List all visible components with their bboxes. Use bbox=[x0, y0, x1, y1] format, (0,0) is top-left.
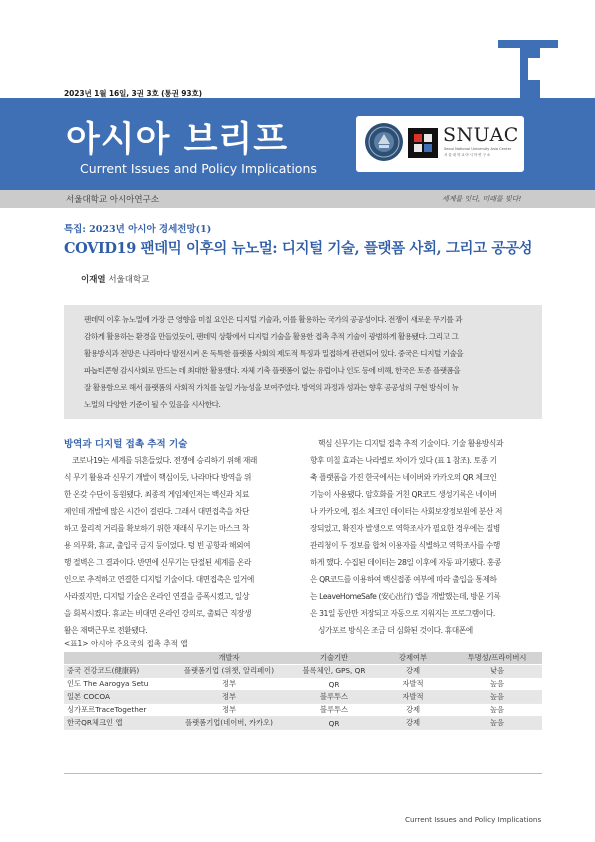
table-cell: 높음 bbox=[452, 717, 542, 730]
body-line: 을 회복시켰다. 휴교는 비대면 온라인 강의로, 출퇴근 직장생 bbox=[64, 609, 252, 618]
table-cell: 자발적 bbox=[374, 678, 452, 691]
brand-title: 아시아 브리프 bbox=[66, 120, 289, 160]
body-line: 장되었고, 확진자 발생으로 역학조사가 필요한 경우에는 질병 bbox=[310, 524, 500, 533]
table-cell: 블루투스 bbox=[294, 704, 374, 717]
table-cell: 자발적 bbox=[374, 691, 452, 704]
motto: 세계를 잇다, 미래를 빚다! bbox=[442, 195, 522, 203]
university-seal-icon bbox=[364, 122, 404, 162]
abstract-line: 노멀의 다양한 기준이 될 수 있음을 시사한다. bbox=[84, 400, 221, 409]
body-line: 제인데 개발에 많은 시간이 걸린다. 그래서 대면접촉을 차단 bbox=[64, 507, 249, 516]
logo-subtitle-ko: 서울대학교아시아연구소 bbox=[444, 153, 491, 157]
table-cell: 높음 bbox=[452, 704, 542, 717]
abstract-line: 파놉티콘형 감시사회로 만드는 데 최대한 활용했다. 자체 기축 플랫폼이 없는 유럽이나 인도 등에 비해, 한국은 토종 플랫폼을 bbox=[84, 366, 461, 375]
table-cell: 중국 건강코드(健康码) bbox=[64, 665, 164, 678]
table-row bbox=[64, 704, 542, 717]
body-line: 하고 물리적 거리를 확보하기 위한 재래식 무기는 마스크 착 bbox=[64, 524, 249, 533]
table-header-cell bbox=[64, 652, 164, 665]
table-cell: 높음 bbox=[452, 691, 542, 704]
issue-line: 2023년 1월 16일, 3권 3호 (통권 93호) bbox=[64, 89, 202, 98]
body-line: 식 무기 활용과 신무기 개발이 핵심이듯, 나라마다 방역을 위 bbox=[64, 473, 252, 482]
institute-name: 서울대학교 아시아연구소 bbox=[66, 195, 160, 205]
body-line: 기능이 사용됐다. 암호화를 거친 QR코드 생성기록은 네이버 bbox=[310, 490, 497, 499]
body-line: 하게 했다. 수집된 데이터는 28일 이후에 자동 파기됐다. 홍콩 bbox=[310, 558, 502, 567]
asia-center-emblem-icon bbox=[408, 128, 438, 158]
table-cell: 블루투스 bbox=[294, 691, 374, 704]
table-cell: 낮음 bbox=[452, 665, 542, 678]
table-cell: 강제 bbox=[374, 717, 452, 730]
body-line: 는 LeaveHomeSafe (安心出行) 앱을 개발했는데, 방문 기록 bbox=[310, 592, 501, 601]
table-header-cell: 개발자 bbox=[164, 652, 294, 665]
body-line: 핵심 신무기는 디지털 접촉 추적 기술이다. 기술 활용방식과 bbox=[318, 439, 503, 448]
table-cell: 정부 bbox=[164, 691, 294, 704]
body-line: 은 QR코드를 이용하여 백신접종 여부에 따라 출입을 통제하 bbox=[310, 575, 497, 584]
table-row bbox=[64, 691, 542, 704]
table-header-cell: 강제여부 bbox=[374, 652, 452, 665]
logo-subtitle-en: Seoul National University Asia Center bbox=[444, 147, 512, 151]
abstract-line: 감하게 활용하는 환경을 만들었듯이, 팬데믹 상황에서 디지털 기술을 활용한 접촉 추적 기술이 광범하게 활용됐다. 그리고 그 bbox=[84, 332, 459, 341]
abstract-line: 팬데믹 이후 뉴노멀에 가장 큰 영향을 미칠 요인은 디지털 기술과, 이를 활용하는 국가의 공공성이다. 전쟁이 새로운 무기를 과 bbox=[84, 315, 463, 324]
body-line: 나 카카오에, 점소 체크인 데이터는 사회보장정보원에 분산 저 bbox=[310, 507, 503, 516]
author-affiliation: 서울대학교 bbox=[108, 275, 150, 285]
table-cell: 한국QR체크인 앱 bbox=[64, 717, 164, 730]
footer-text: Current Issues and Policy Implications bbox=[405, 815, 542, 824]
table-cell: 일본 COCOA bbox=[64, 691, 164, 704]
table-cell: QR bbox=[294, 678, 374, 691]
body-line: 은 31일 동안만 저장되고 자동으로 지워지는 프로그램이다. bbox=[310, 609, 495, 618]
body-line: 관리청이 두 정보를 합쳐 이용자를 식별하고 역학조사를 수행 bbox=[310, 541, 500, 550]
table-cell: QR bbox=[294, 717, 374, 730]
table-cell: 싱가포르TraceTogether bbox=[64, 704, 164, 717]
table-header-cell: 기술기반 bbox=[294, 652, 374, 665]
brand-subtitle: Current Issues and Policy Implications bbox=[80, 161, 317, 176]
abstract-line: 활용방식과 전망은 나라마다 발전시켜 온 독특한 플랫폼 사회의 제도적 특징과 밀접하게 관련되어 있다. 중국은 디지털 기술을 bbox=[84, 349, 464, 358]
table-cell: 플랫폼기업(네이버, 카카오) bbox=[164, 717, 294, 730]
body-line: 향후 미칠 효과는 나라별로 차이가 있다 (표 1 참조). 토종 기 bbox=[310, 456, 497, 465]
body-line: 축 플랫폼을 가진 한국에서는 네이버와 카카오의 QR 체크인 bbox=[310, 473, 497, 482]
table-cell: 정부 bbox=[164, 678, 294, 691]
body-line: 용 의무화, 휴교, 출입국 금지 등이었다. 텅 빈 공항과 해외여 bbox=[64, 541, 251, 550]
body-line: 사라졌지만, 디지털 기술은 온라인 연결을 증폭시켰고, 일상 bbox=[64, 592, 249, 601]
body-line: 행 절벽은 그 결과이다. 반면에 신무기는 단절된 세계를 온라 bbox=[64, 558, 252, 567]
snuac-logo-text: SNUAC bbox=[443, 124, 519, 146]
author-name: 이재열 bbox=[81, 275, 106, 285]
table-caption: <표1> 아시아 주요국의 접촉 추적 앱 bbox=[64, 639, 188, 648]
contact-tracing-table bbox=[64, 652, 542, 730]
abstract-line: 잘 활용함으로 해서 플랫폼의 사회적 가치를 높일 가능성을 보여주었다. 방역의 과정과 성과는 향후 공공성의 구현 방식이 뉴 bbox=[84, 383, 459, 392]
table-bottom-rule bbox=[64, 773, 542, 774]
table-row bbox=[64, 717, 542, 730]
table-cell: 플랫폼기업 (위챗, 알리페이) bbox=[164, 665, 294, 678]
table-header-row bbox=[64, 652, 542, 665]
body-line: 활은 재택근무로 전환됐다. bbox=[64, 626, 148, 635]
body-line: 인으로 추적하고 연결한 디지털 기술이다. 대면접촉은 일거에 bbox=[64, 575, 254, 584]
body-line: 싱가포르 방식은 조금 더 심화된 것이다. 휴대폰에 bbox=[318, 626, 473, 635]
table-cell: 높음 bbox=[452, 678, 542, 691]
table-cell: 블록체인, GPS, QR bbox=[294, 665, 374, 678]
table-cell: 인도 The Aarogya Setu bbox=[64, 678, 164, 691]
section-heading: 방역과 디지털 접촉 추적 기술 bbox=[64, 439, 188, 450]
table-cell: 정부 bbox=[164, 704, 294, 717]
table-row bbox=[64, 678, 542, 691]
author-line bbox=[81, 273, 149, 285]
table-cell: 강제 bbox=[374, 665, 452, 678]
section-tag: 특집: 2023년 아시아 경세전망(1) bbox=[64, 224, 212, 235]
table-header-cell: 투명성/프라이버시 bbox=[452, 652, 542, 665]
table-row bbox=[64, 665, 542, 678]
article-title: COVID19 팬데믹 이후의 뉴노멀: 디지털 기술, 플랫폼 사회, 그리고 공공성 bbox=[64, 240, 533, 257]
body-line: 코로나19는 세계를 뒤흔들었다. 전쟁에 승리하기 위해 재래 bbox=[72, 456, 257, 465]
body-line: 한 온갖 수단이 동원됐다. 최종적 게임체인저는 백신과 치료 bbox=[64, 490, 249, 499]
table-cell: 강제 bbox=[374, 704, 452, 717]
